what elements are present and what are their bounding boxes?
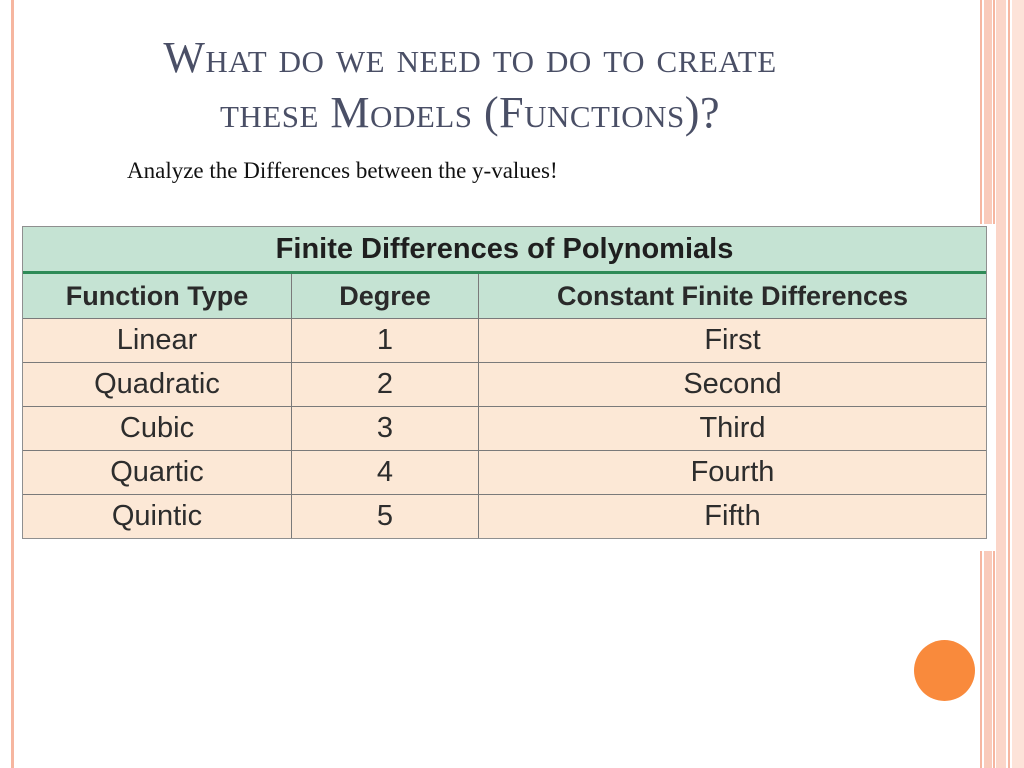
orange-circle-decoration xyxy=(914,640,975,701)
table-caption: Finite Differences of Polynomials xyxy=(23,227,986,273)
cell-degree: 5 xyxy=(292,495,479,539)
cell-difference: Fifth xyxy=(479,495,987,539)
header-constant-finite-differences: Constant Finite Differences xyxy=(479,273,987,319)
cell-difference: Third xyxy=(479,407,987,451)
table-row xyxy=(23,495,986,539)
table-caption-row xyxy=(23,227,986,273)
cell-degree: 3 xyxy=(292,407,479,451)
cell-degree: 4 xyxy=(292,451,479,495)
table-row xyxy=(23,451,986,495)
left-stripe xyxy=(11,0,14,768)
cell-function-type: Linear xyxy=(23,319,292,363)
right-stripe xyxy=(1012,0,1024,768)
cell-difference: Fourth xyxy=(479,451,987,495)
cell-function-type: Cubic xyxy=(23,407,292,451)
table-container xyxy=(20,224,995,551)
cell-difference: Second xyxy=(479,363,987,407)
table-row xyxy=(23,319,986,363)
cell-degree: 2 xyxy=(292,363,479,407)
table-row xyxy=(23,407,986,451)
finite-differences-table xyxy=(23,227,986,538)
slide-title-line-1: What do we need to do to create xyxy=(163,33,777,82)
cell-degree: 1 xyxy=(292,319,479,363)
slide-title xyxy=(60,30,880,140)
table-header-row xyxy=(23,273,986,319)
cell-function-type: Quadratic xyxy=(23,363,292,407)
slide-subtitle: Analyze the Differences between the y-values! xyxy=(127,158,558,183)
cell-difference: First xyxy=(479,319,987,363)
header-degree: Degree xyxy=(292,273,479,319)
right-stripe xyxy=(1008,0,1010,768)
right-stripe xyxy=(996,0,1006,768)
cell-function-type: Quartic xyxy=(23,451,292,495)
cell-function-type: Quintic xyxy=(23,495,292,539)
header-function-type: Function Type xyxy=(23,273,292,319)
table-row xyxy=(23,363,986,407)
slide-title-line-2: these Models (Functions)? xyxy=(220,88,720,137)
